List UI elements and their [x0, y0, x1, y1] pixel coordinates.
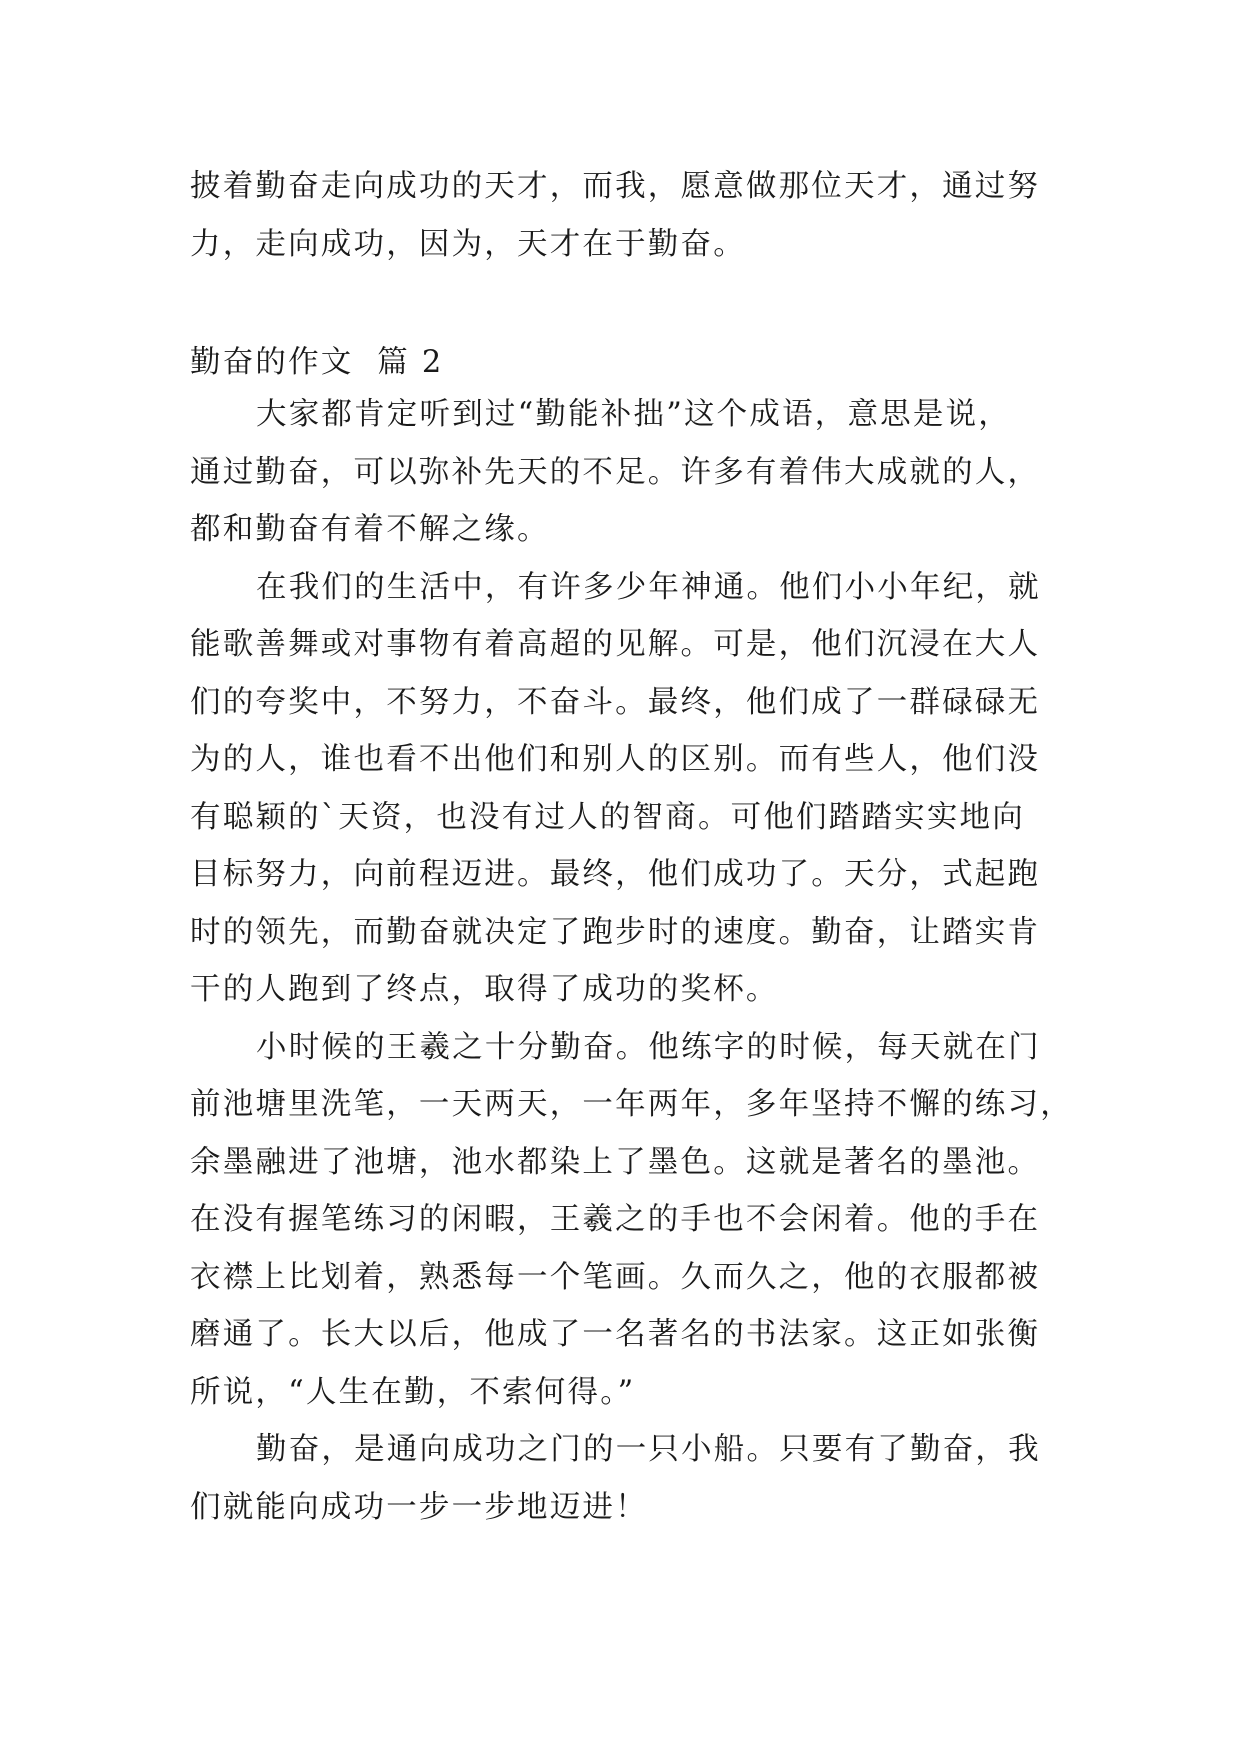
paragraph-line: 大家都肯定听到过“勤能补拙”这个成语，意思是说， — [256, 397, 1011, 432]
essay-body — [190, 386, 1080, 1536]
paragraph-line: 披着勤奋走向成功的天才，而我，愿意做那位天才，通过努 — [190, 169, 1041, 204]
paragraph-line: 时的领先，而勤奋就决定了跑步时的速度。勤奋，让踏实肯 — [190, 914, 1041, 950]
paragraph-line: 所说，“人生在勤，不索何得。” — [190, 1374, 636, 1410]
paragraph-line: 目标努力，向前程迈进。最终，他们成功了。天分，式起跑 — [190, 857, 1041, 892]
paragraph-line: 都和勤奋有着不解之缘。 — [190, 512, 550, 547]
paragraph-line: 为的人，谁也看不出他们和别人的区别。而有些人，他们没 — [190, 742, 1041, 777]
paragraph-line: 力，走向成功，因为，天才在于勤奋。 — [190, 226, 746, 262]
paragraph-line: 在我们的生活中，有许多少年神通。他们小小年纪，就 — [256, 569, 1041, 605]
paragraph-line: 小时候的王羲之十分勤奋。他练字的时候，每天就在门 — [256, 1029, 1041, 1065]
paragraph-line: 通过勤奋，可以弥补先天的不足。许多有着伟大成就的人， — [190, 454, 1041, 490]
paragraph-line: 勤奋，是通向成功之门的一只小船。只要有了勤奋，我 — [256, 1432, 1041, 1467]
intro-paragraph — [190, 158, 1080, 273]
paragraph-line: 前池塘里洗笔，一天两天，一年两年，多年坚持不懈的练习， — [190, 1087, 1073, 1122]
paragraph-line: 们就能向成功一步一步地迈进！ — [190, 1489, 648, 1525]
paragraph-line: 有聪颖的`天资，也没有过人的智商。可他们踏踏实实地向 — [190, 799, 1025, 835]
section-title: 勤奋的作文 篇 2 — [190, 345, 444, 380]
paragraph-line: 衣襟上比划着，熟悉每一个笔画。久而久之，他的衣服都被 — [190, 1259, 1041, 1295]
paragraph-line: 干的人跑到了终点，取得了成功的奖杯。 — [190, 972, 779, 1007]
paragraph-line: 余墨融进了池塘，池水都染上了墨色。这就是著名的墨池。 — [190, 1144, 1041, 1180]
paragraph-line: 能歌善舞或对事物有着高超的见解。可是，他们沉浸在大人 — [190, 627, 1041, 662]
paragraph-line: 在没有握笔练习的闲暇，王羲之的手也不会闲着。他的手在 — [190, 1202, 1041, 1237]
paragraph-line: 们的夸奖中，不努力，不奋斗。最终，他们成了一群碌碌无 — [190, 684, 1041, 720]
section-heading — [190, 334, 1080, 392]
paragraph-line: 磨通了。长大以后，他成了一名著名的书法家。这正如张衡 — [190, 1317, 1041, 1352]
